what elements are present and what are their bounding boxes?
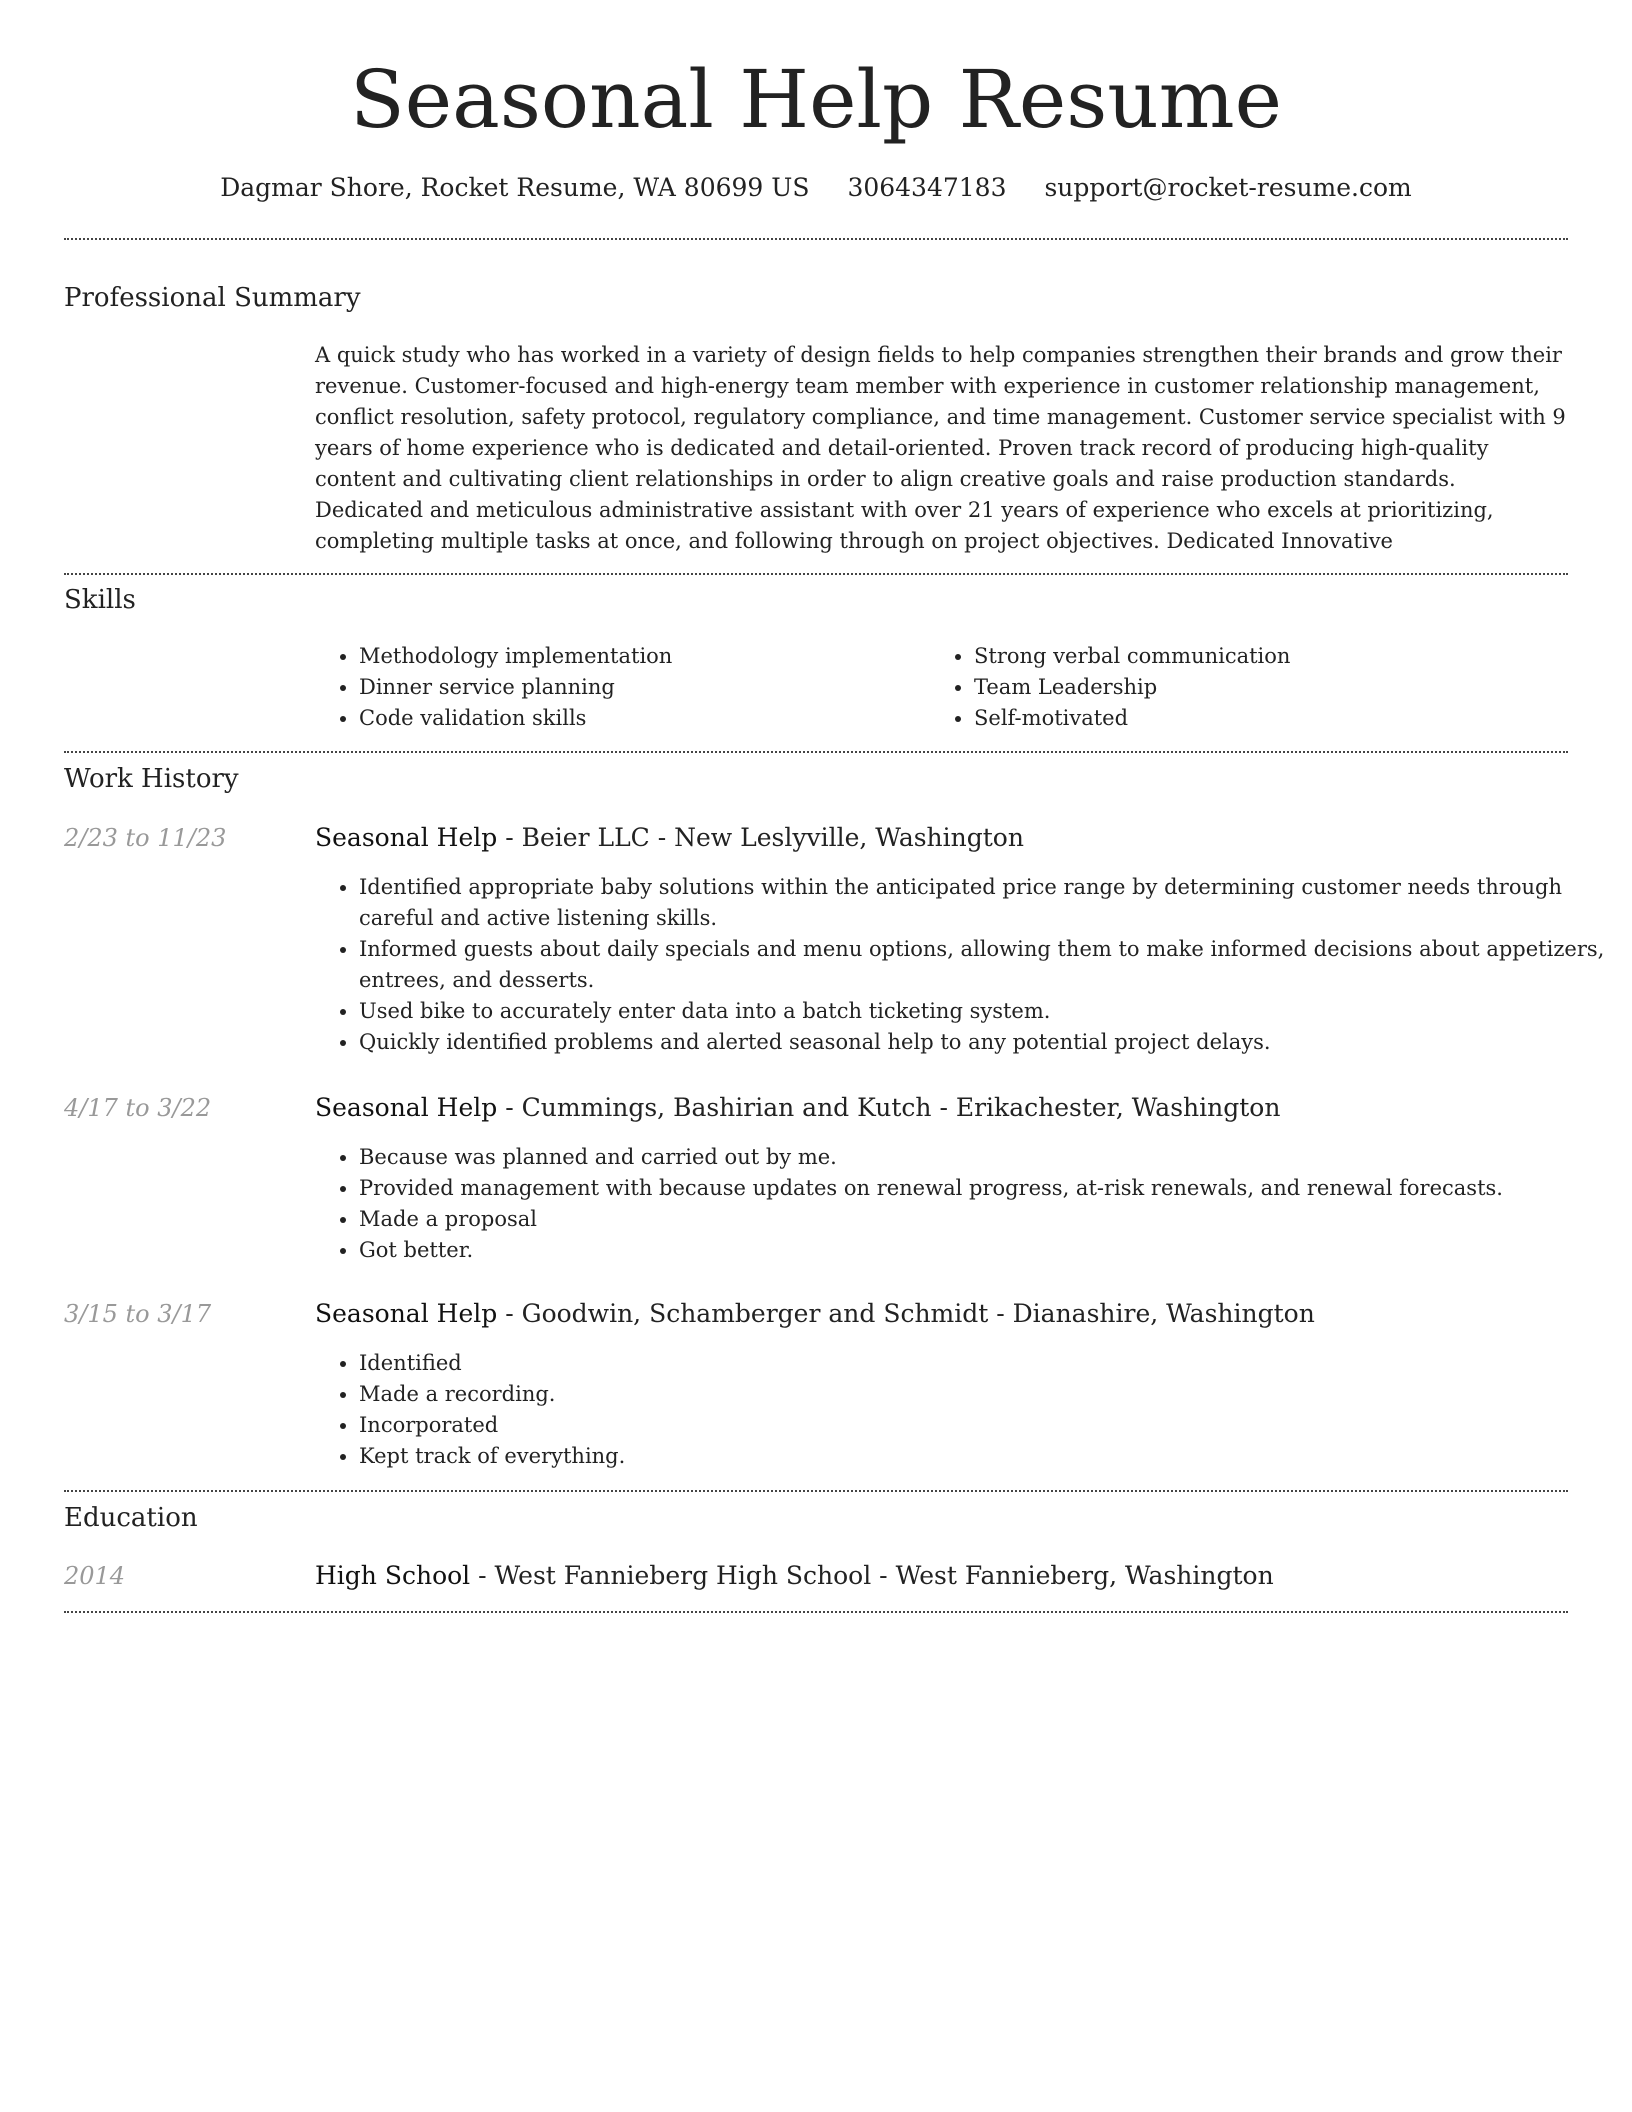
job-title	[315, 1296, 1315, 1332]
job-dates: 4/17 to 3/22	[64, 1094, 212, 1122]
job-role: Seasonal Help	[315, 1093, 498, 1122]
job-title	[315, 1090, 1280, 1126]
skill-item: • Self-motivated	[974, 703, 1290, 734]
skills-list-left	[315, 641, 672, 734]
job-bullet: • Informed guests about daily specials and menu options, allowing them to make informed decisions about appetizers, entrees, and desserts.	[359, 934, 1614, 996]
job-bullet: • Identified	[359, 1348, 1614, 1379]
job-bullet: • Quickly identified problems and alerted seasonal help to any potential project delays.	[359, 1027, 1614, 1058]
skill-item: • Dinner service planning	[359, 672, 672, 703]
job-bullet: • Provided management with because updates on renewal progress, at-risk renewals, and renewal forecasts.	[359, 1173, 1614, 1204]
contact-phone: 3064347183	[847, 173, 1007, 202]
divider	[64, 573, 1568, 575]
education-details: - West Fannieberg High School - West Fannieberg, Washington	[470, 1561, 1274, 1590]
skill-item: • Strong verbal communication	[974, 641, 1290, 672]
resume-title: Seasonal Help Resume	[350, 53, 1282, 146]
job-bullets	[315, 1142, 1614, 1266]
job-role: Seasonal Help	[315, 823, 498, 852]
job-dates: 3/15 to 3/17	[64, 1300, 212, 1328]
job-title	[315, 820, 1024, 856]
skill-item: • Methodology implementation	[359, 641, 672, 672]
contact-email: support@rocket-resume.com	[1044, 173, 1412, 202]
summary-text: A quick study who has worked in a variety of design fields to help companies strengthen their brands and grow their revenue. Customer-focused and high-energy team member with experience in customer relationship management, conflict resolution, safety protocol, regulatory compliance, and time management. Customer service specialist with 9 years of home experience who is dedicated and detail-oriented. Proven track record of producing high-quality content and cultivating client relationships in order to align creative goals and raise production standards. Dedicated and meticulous administrative assistant with over 21 years of experience who excels at prioritizing, completing multiple tasks at once, and following through on project objectives. Dedicated Innovative	[315, 343, 1566, 553]
job-details: - Beier LLC - New Leslyville, Washington	[497, 823, 1024, 852]
contact-address: Dagmar Shore, Rocket Resume, WA 80699 US	[220, 173, 810, 202]
skill-item: • Team Leadership	[974, 672, 1290, 703]
section-heading-summary: Professional Summary	[64, 283, 361, 313]
divider	[64, 238, 1568, 240]
job-bullet: • Made a proposal	[359, 1204, 1614, 1235]
section-heading-skills: Skills	[64, 585, 136, 615]
job-bullets	[315, 872, 1614, 1058]
job-bullet: • Made a recording.	[359, 1379, 1614, 1410]
divider	[64, 751, 1568, 753]
section-heading-work: Work History	[64, 764, 239, 794]
job-details: - Cummings, Bashirian and Kutch - Erikachester, Washington	[497, 1093, 1281, 1122]
job-bullet: • Got better.	[359, 1235, 1614, 1266]
section-heading-education: Education	[64, 1503, 198, 1533]
job-bullet: • Incorporated	[359, 1410, 1614, 1441]
education-title	[315, 1558, 1274, 1594]
job-details: - Goodwin, Schamberger and Schmidt - Dianashire, Washington	[497, 1299, 1315, 1328]
education-degree: High School	[315, 1561, 471, 1590]
divider	[64, 1490, 1568, 1492]
job-bullet: • Because was planned and carried out by me.	[359, 1142, 1614, 1173]
skill-item: • Code validation skills	[359, 703, 672, 734]
job-bullet: • Used bike to accurately enter data into a batch ticketing system.	[359, 996, 1614, 1027]
education-year: 2014	[64, 1562, 126, 1590]
skills-list-right	[930, 641, 1290, 734]
job-bullet: • Identified appropriate baby solutions within the anticipated price range by determining customer needs through careful and active listening skills.	[359, 872, 1614, 934]
job-bullets	[315, 1348, 1614, 1472]
job-role: Seasonal Help	[315, 1299, 498, 1328]
job-dates: 2/23 to 11/23	[64, 824, 227, 852]
divider	[64, 1611, 1568, 1613]
job-bullet: • Kept track of everything.	[359, 1441, 1614, 1472]
contact-line	[0, 170, 1632, 206]
